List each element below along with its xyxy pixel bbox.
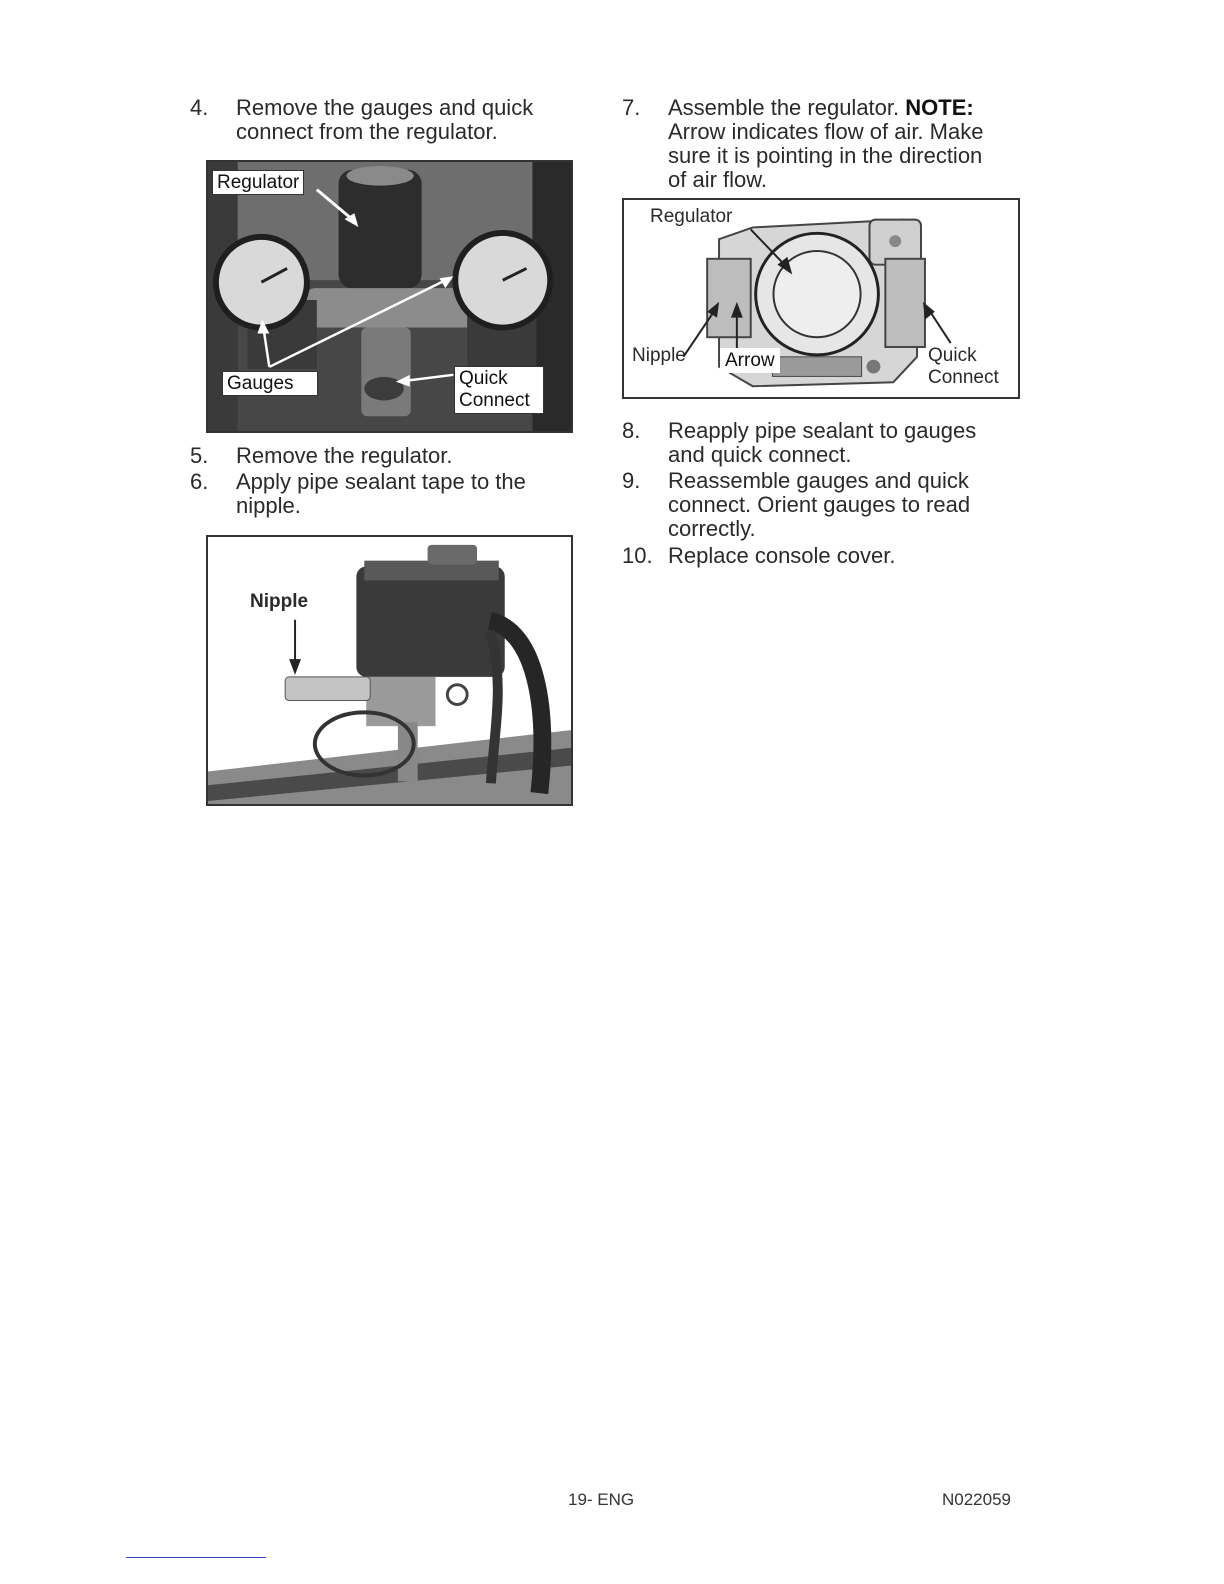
step-text-line: Remove the regulator. xyxy=(236,443,453,468)
step-text-line: Remove the gauges and quick xyxy=(236,95,534,120)
step-number: 5. xyxy=(190,443,209,468)
step-9 xyxy=(622,469,1022,543)
label-regulator: Regulator xyxy=(650,206,733,227)
step-text-line: and quick connect. xyxy=(668,442,852,467)
step-text-part: Assemble the regulator. xyxy=(668,95,900,120)
step-text-line xyxy=(668,96,974,121)
label-connect: Connect xyxy=(459,390,530,411)
step-text-line: of air flow. xyxy=(668,167,768,192)
step-text-line: connect from the regulator. xyxy=(236,119,498,144)
page-number: 19- ENG xyxy=(568,1490,635,1509)
figure-regulator-arrow xyxy=(622,198,1020,399)
label-regulator: Regulator xyxy=(212,170,304,195)
step-text-line: sure it is pointing in the direction xyxy=(668,143,983,168)
step-text-line: correctly. xyxy=(668,516,756,541)
step-text-line: connect. Orient gauges to read xyxy=(668,492,971,517)
label-quick-connect xyxy=(454,366,544,414)
nipple-illustration xyxy=(208,537,571,804)
step-number: 9. xyxy=(622,468,641,493)
label-nipple: Nipple xyxy=(250,591,309,612)
label-quick: Quick xyxy=(459,368,508,389)
step-text-line: Reapply pipe sealant to gauges xyxy=(668,418,977,443)
figure-nipple-photo xyxy=(206,535,573,806)
step-number: 8. xyxy=(622,418,641,443)
figure-regulator-gauges-photo xyxy=(206,160,573,433)
step-text-line: Arrow indicates flow of air. Make xyxy=(668,119,984,144)
step-10 xyxy=(622,544,1022,570)
step-number: 6. xyxy=(190,469,209,494)
step-number: 7. xyxy=(622,95,641,120)
step-4 xyxy=(190,96,570,146)
note-label: NOTE: xyxy=(905,95,974,120)
step-text-line: Replace console cover. xyxy=(668,543,896,568)
label-nipple: Nipple xyxy=(632,345,686,366)
step-number: 4. xyxy=(190,95,209,120)
step-text-line: nipple. xyxy=(236,493,301,518)
step-number: 10. xyxy=(622,543,653,568)
step-text-line: Reassemble gauges and quick xyxy=(668,468,969,493)
label-connect: Connect xyxy=(928,367,999,388)
label-gauges: Gauges xyxy=(222,371,318,396)
step-5 xyxy=(190,444,570,470)
step-7 xyxy=(622,96,1022,196)
step-6 xyxy=(190,470,570,520)
step-8 xyxy=(622,419,1022,469)
step-text-line: Apply pipe sealant tape to the xyxy=(236,469,526,494)
footer-rule xyxy=(126,1557,266,1558)
document-code: N022059 xyxy=(942,1490,1012,1509)
label-arrow: Arrow xyxy=(720,348,780,373)
label-quick: Quick xyxy=(928,345,977,366)
